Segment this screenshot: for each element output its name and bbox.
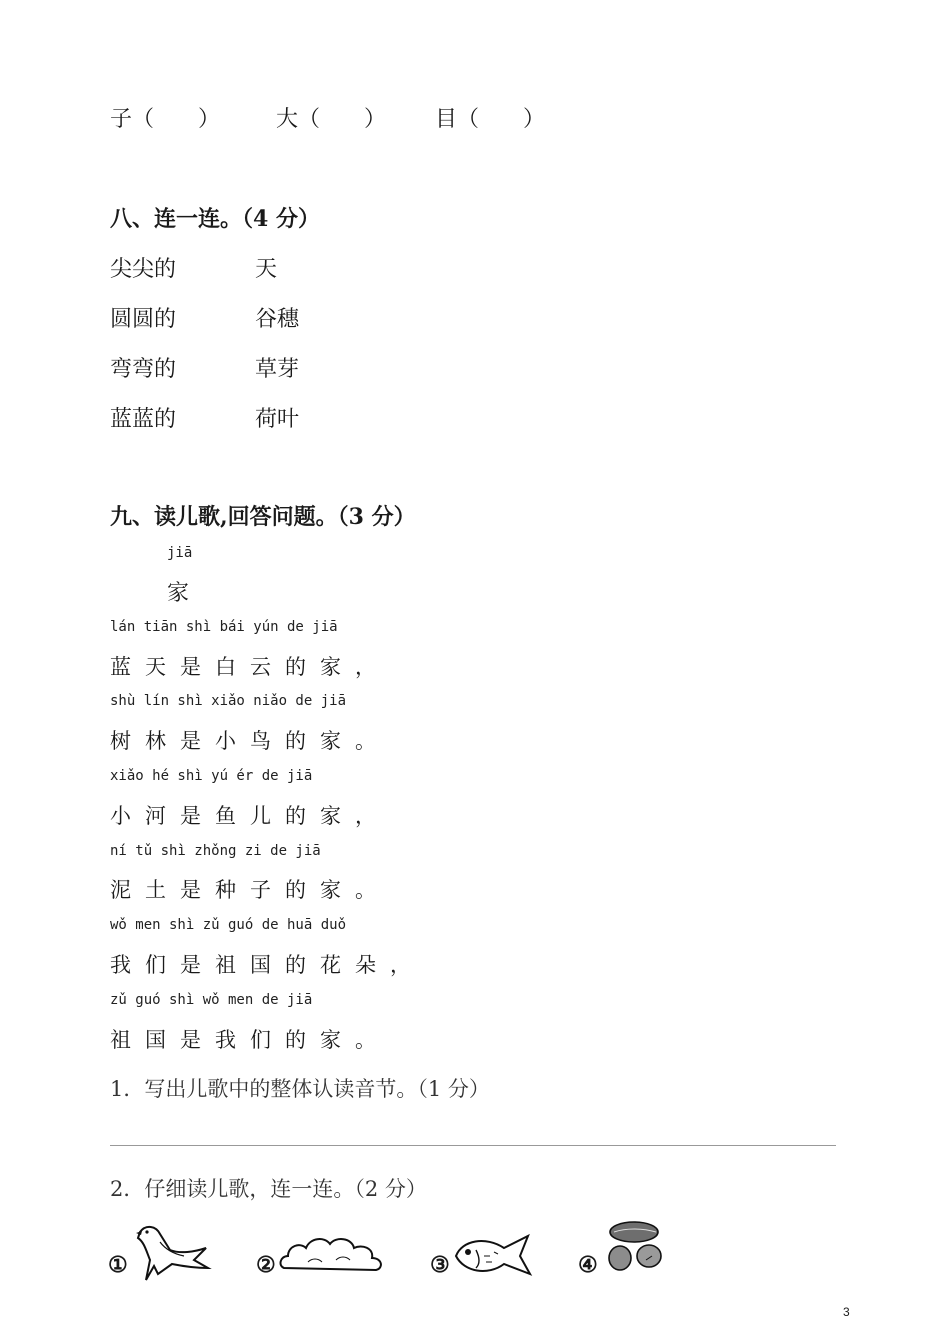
poem-title-pinyin: jiā	[167, 545, 193, 561]
picture-number-1: ①	[108, 1252, 128, 1278]
match-right-1[interactable]: 天	[255, 257, 278, 282]
fill-blank[interactable]: （ ）	[132, 107, 221, 132]
poem-pinyin-6: zǔ guó shì wǒ men de jiā	[110, 992, 313, 1008]
section8-title: 八、连一连。（4 分）	[110, 206, 320, 232]
picture-number-2: ②	[256, 1252, 276, 1278]
fish-icon[interactable]	[452, 1230, 536, 1280]
poem-line-6: 祖国是我们的家。	[110, 1028, 390, 1052]
poem-line-1: 蓝天是白云的家，	[110, 655, 390, 679]
match-left-1[interactable]: 尖尖的	[110, 257, 177, 282]
poem-line-5: 我们是祖国的花朵，	[110, 953, 425, 977]
fill-char: 子	[110, 107, 133, 132]
cloud-icon[interactable]	[278, 1232, 386, 1276]
poem-line-2: 树林是小鸟的家。	[110, 729, 390, 753]
poem-title: 家	[167, 581, 190, 606]
match-left-2[interactable]: 圆圆的	[110, 307, 177, 332]
picture-number-4: ④	[578, 1252, 598, 1278]
match-right-3[interactable]: 草芽	[255, 357, 300, 382]
fill-blank[interactable]: （ ）	[457, 107, 546, 132]
section9-title: 九、读儿歌,回答问题。（3 分）	[110, 504, 416, 530]
fill-char: 目	[435, 107, 458, 132]
page-number: 3	[843, 1305, 850, 1319]
poem-line-3: 小河是鱼儿的家，	[110, 804, 390, 828]
poem-pinyin-2: shù lín shì xiǎo niǎo de jiā	[110, 693, 347, 709]
picture-number-3: ③	[430, 1252, 450, 1278]
question-2: 2．仔细读儿歌，连一连。（2 分）	[110, 1177, 427, 1201]
fill-blank[interactable]: （ ）	[298, 107, 387, 132]
question-1: 1．写出儿歌中的整体认读音节。（1 分）	[110, 1077, 490, 1101]
fill-item-1	[110, 102, 220, 133]
poem-pinyin-1: lán tiān shì bái yún de jiā	[110, 619, 338, 635]
poem-pinyin-5: wǒ men shì zǔ guó de huā duǒ	[110, 917, 347, 933]
bird-icon[interactable]	[132, 1220, 212, 1282]
fill-item-3	[435, 102, 545, 133]
match-right-4[interactable]: 荷叶	[255, 407, 300, 432]
answer-line[interactable]	[110, 1145, 836, 1146]
poem-line-4: 泥土是种子的家。	[110, 878, 390, 902]
match-right-2[interactable]: 谷穗	[255, 307, 300, 332]
seeds-icon[interactable]	[600, 1218, 668, 1276]
poem-pinyin-4: ní tǔ shì zhǒng zi de jiā	[110, 843, 321, 859]
fill-item-2	[276, 102, 386, 133]
match-left-4[interactable]: 蓝蓝的	[110, 407, 177, 432]
poem-pinyin-3: xiǎo hé shì yú ér de jiā	[110, 768, 313, 784]
fill-char: 大	[276, 107, 299, 132]
match-left-3[interactable]: 弯弯的	[110, 357, 177, 382]
